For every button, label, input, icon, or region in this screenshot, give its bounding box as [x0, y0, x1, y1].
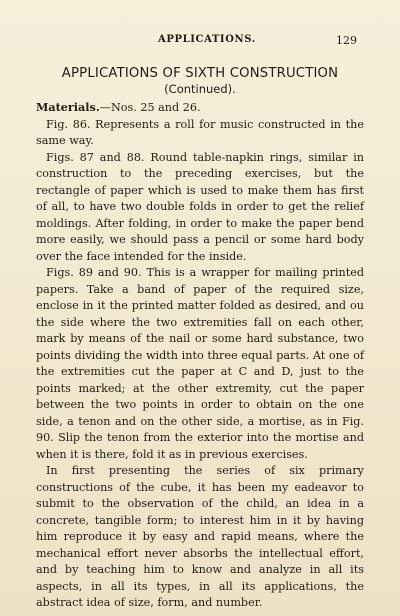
materials-line	[36, 99, 364, 117]
paragraph-fig-86: Fig. 86. Represents a roll for music constructed in the same way.	[36, 117, 364, 147]
paragraph-conclusion: In first presenting the series of six primary constructions of the cube, it has been my eadeavor to submit to the observation of the child, an idea in a concrete, tangible form; to interest him in it by having him reproduce it by easy and rapid means, where the mechanical effort never absorbs the intellectual effort, and by teaching him to know and analyze in all its aspects, in all its types, in all its applications, the abstract idea of size, form, and number.	[36, 464, 364, 609]
section-title: APPLICATIONS OF SIXTH CONSTRUCTION	[61, 66, 339, 81]
section-subtitle: (Continued).	[164, 82, 236, 96]
paragraph-figs-87-88: Figs. 87 and 88. Round table-napkin rings, similar in construction to the preceding exercises, but the rectangle of paper which is used to make them has first of all, to have two double folds in order to get the relief moldings. After folding, in order to make the paper bend more easily, we should pass a pencil or some hard body over the face intended for the inside.	[36, 150, 364, 263]
running-title: APPLICATIONS.	[158, 34, 256, 45]
materials-text: —Nos. 25 and 26.	[99, 101, 201, 114]
paragraph-figs-89-90: Figs. 89 and 90. This is a wrapper for mailing printed papers. Take a band of paper of the required size, enclose in it the printed matter folded as desired, and ou the side where the two extremities fall on each other, mark by means of the nail or some hard substance, two points dividing the width into three equal parts. At one of the extremities cut the paper at C and D, just to the points marked; at the other extremity, cut the paper between the two points in order to obtain on the one side, a tenon and on the other side, a mortise, as in Fig. 90. Slip the tenon from the exterior into the mortise and when it is there, fold it as in previous exercises.	[36, 266, 364, 461]
page-number: 129	[336, 34, 357, 47]
body-text	[36, 99, 364, 612]
running-header	[0, 34, 400, 48]
materials-label: Materials.	[36, 100, 100, 114]
